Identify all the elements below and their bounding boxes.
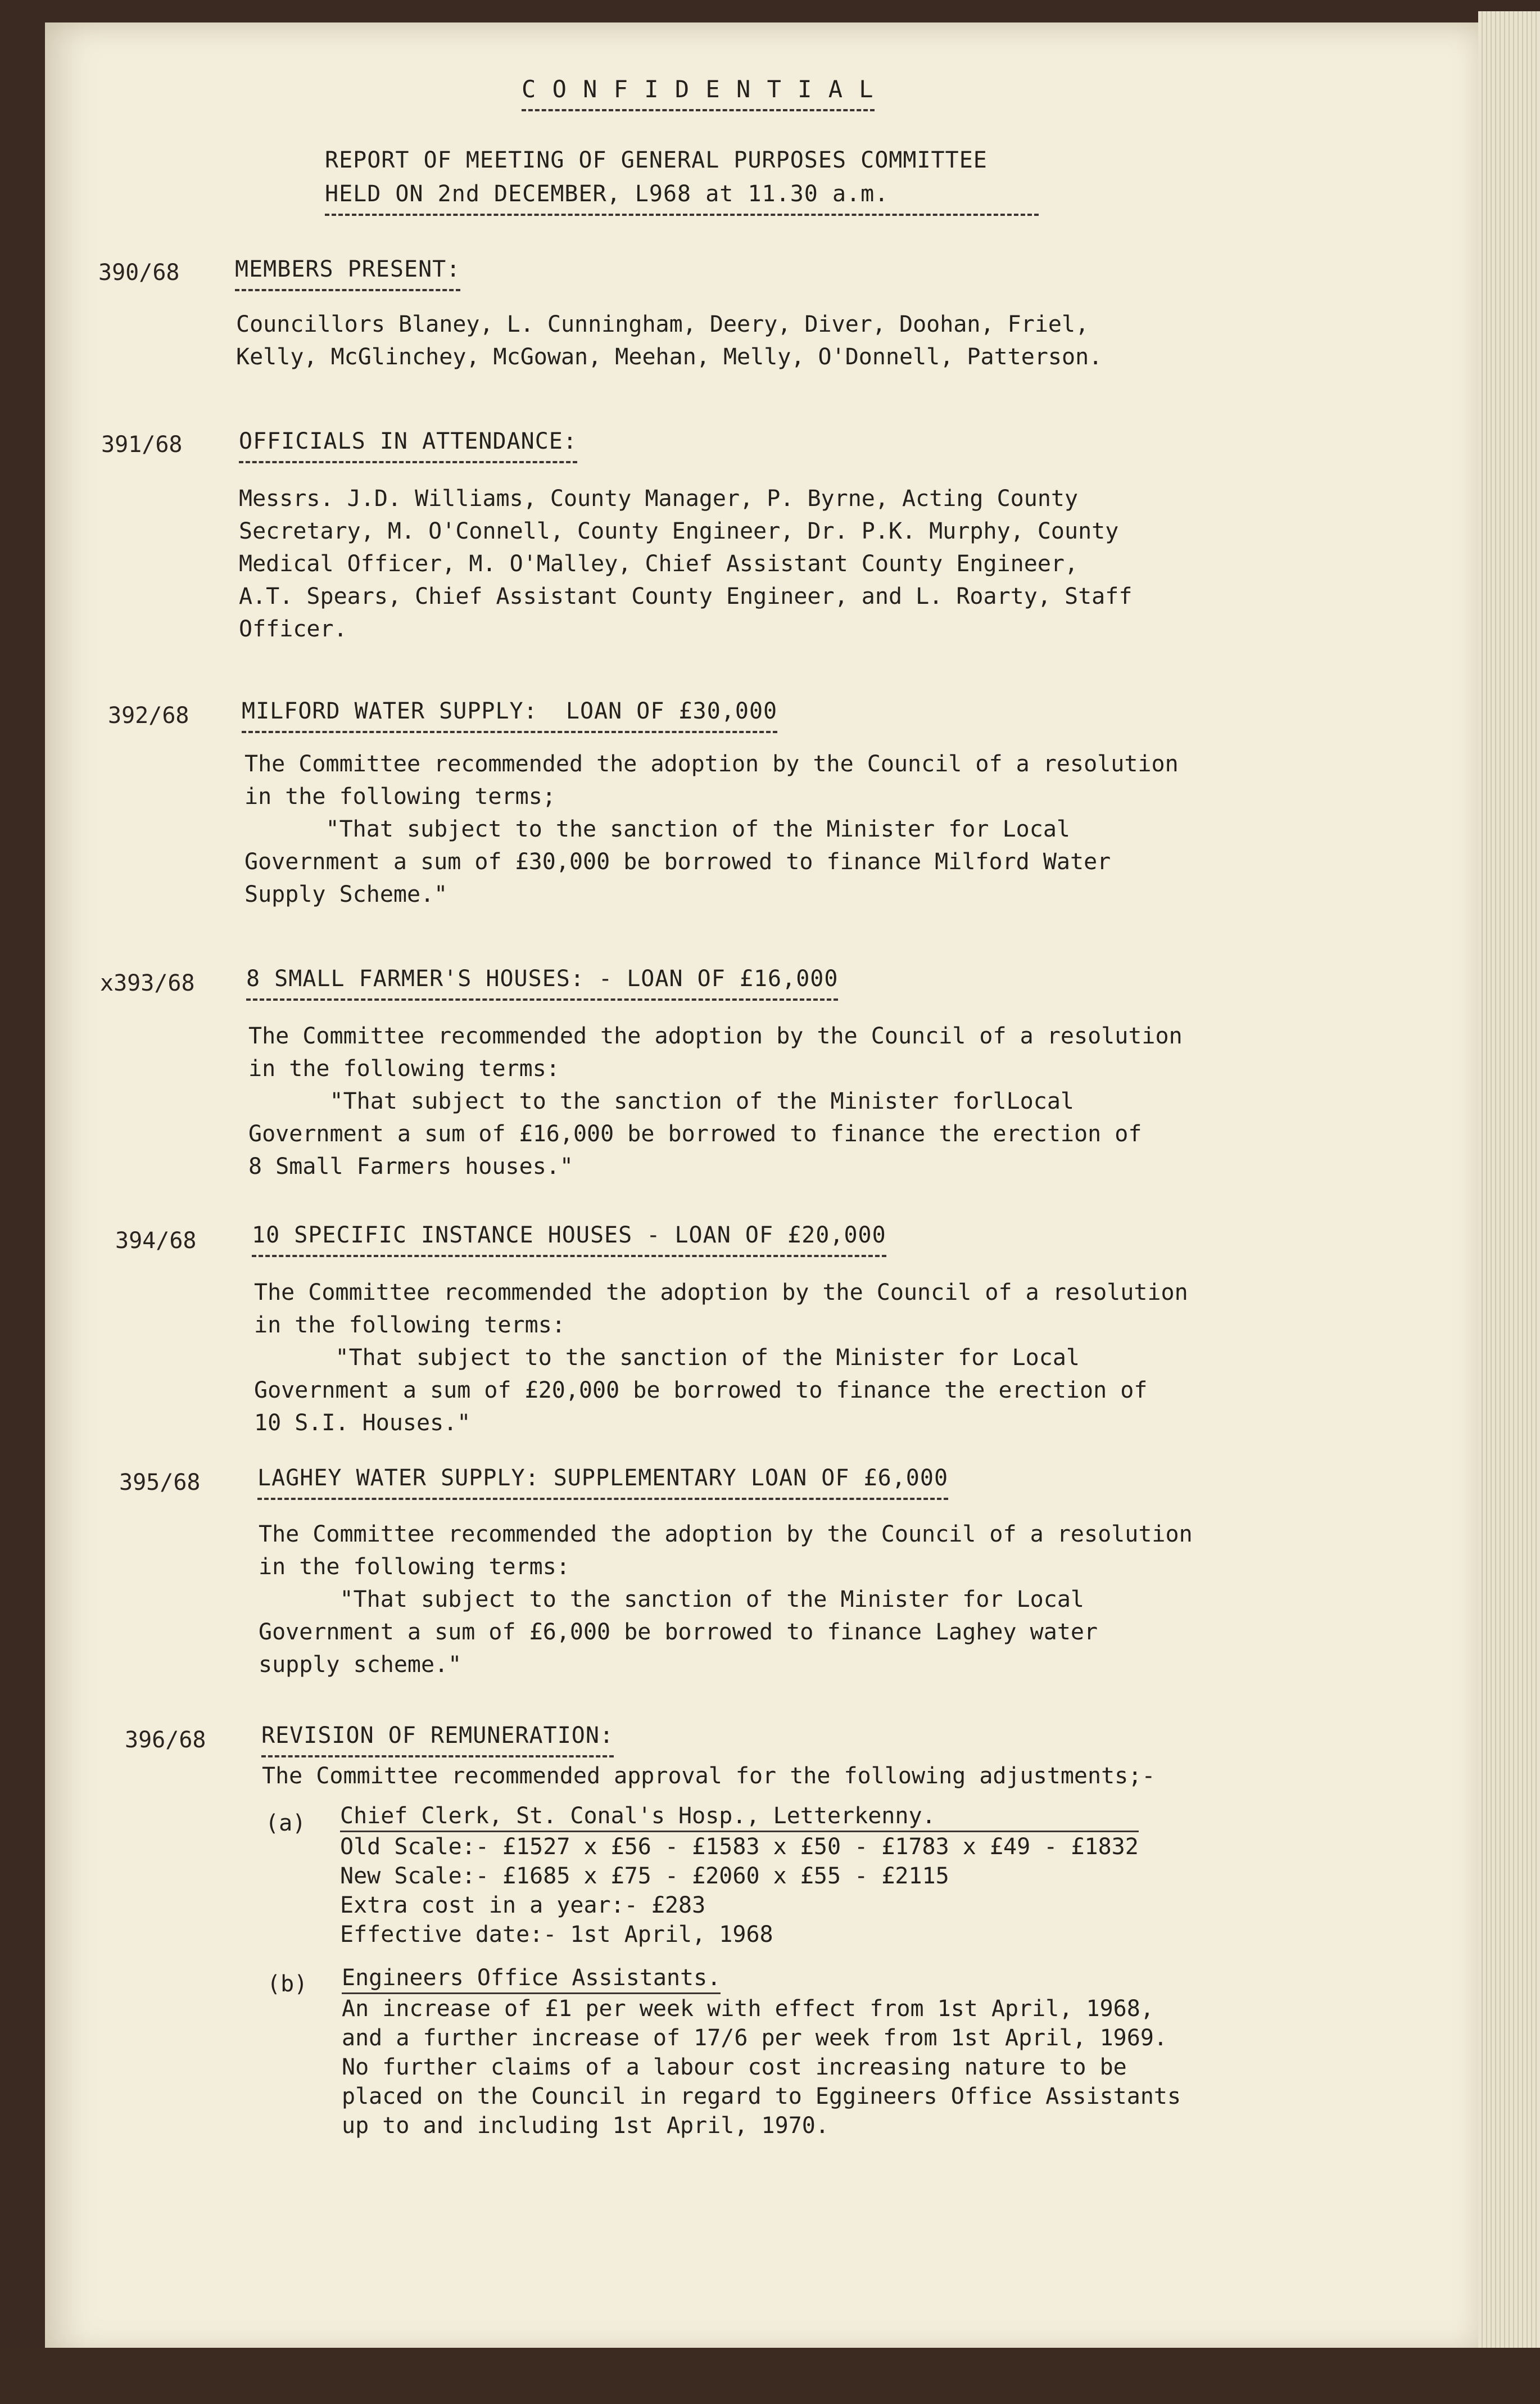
- minute-body: [239, 482, 1132, 645]
- body-line: 10 S.I. Houses.": [254, 1410, 471, 1436]
- minute-body: [254, 1276, 1188, 1439]
- body-line: placed on the Council in regard to Eggineers Office Assistants: [342, 2084, 1181, 2109]
- item-b-title: Engineers Office Assistants.: [342, 1963, 721, 1994]
- minute-body: [262, 1760, 1155, 1792]
- quote-line: "That subject to the sanction of the Minister forlLocal: [248, 1088, 1075, 1114]
- body-line: Government a sum of £30,000 be borrowed to finance Milford Water: [244, 849, 1111, 875]
- body-line: The Committee recommended the adoption by the Council of a resolution: [248, 1023, 1183, 1049]
- body-line: Government a sum of £6,000 be borrowed to finance Laghey water: [259, 1619, 1098, 1645]
- minute-heading: 10 SPECIFIC INSTANCE HOUSES - LOAN OF £20,000: [252, 1219, 886, 1257]
- old-scale: Old Scale:- £1527 x £56 - £1583 x £50 - £1783 x £49 - £1832: [340, 1834, 1139, 1860]
- body-line: Government a sum of £16,000 be borrowed to finance the erection of: [248, 1121, 1142, 1147]
- body-line: in the following terms:: [248, 1056, 560, 1082]
- body-line: Government a sum of £20,000 be borrowed to finance the erection of: [254, 1377, 1148, 1403]
- binding-shadow: [0, 2348, 1540, 2404]
- page-edges: [1478, 11, 1540, 2389]
- body-line: up to and including 1st April, 1970.: [342, 2113, 829, 2139]
- body-line: Councillors Blaney, L. Cunningham, Deery, Diver, Doohan, Friel,: [236, 311, 1089, 337]
- body-line: An increase of £1 per week with effect from 1st April, 1968,: [342, 1996, 1154, 2022]
- body-line: and a further increase of 17/6 per week from 1st April, 1969.: [342, 2025, 1168, 2051]
- body-line: supply scheme.": [259, 1652, 462, 1678]
- body-line: The Committee recommended the adoption by the Council of a resolution: [244, 751, 1179, 777]
- body-line: The Committee recommended the adoption by the Council of a resolution: [254, 1280, 1188, 1305]
- extra-cost: Extra cost in a year:- £283: [340, 1892, 706, 1918]
- minute-body: [236, 308, 1102, 373]
- minute-body: [244, 748, 1179, 911]
- minute-heading: OFFICIALS IN ATTENDANCE:: [239, 425, 577, 463]
- quote-line: "That subject to the sanction of the Minister for Local: [259, 1587, 1085, 1612]
- minute-number: x393/68: [100, 970, 195, 996]
- minute-number: 391/68: [101, 432, 183, 458]
- item-b-details: [342, 1963, 1181, 2140]
- minute-heading: LAGHEY WATER SUPPLY: SUPPLEMENTARY LOAN OF £6,000: [257, 1462, 948, 1500]
- confidential-stamp: C O N F I D E N T I A L: [522, 73, 875, 111]
- body-line: Messrs. J.D. Williams, County Manager, P. Byrne, Acting County: [239, 486, 1079, 512]
- body-line: The Committee recommended approval for the following adjustments;-: [262, 1763, 1156, 1789]
- body-line: in the following terms:: [259, 1554, 570, 1580]
- report-title: REPORT OF MEETING OF GENERAL PURPOSES COMMITTEE: [325, 147, 988, 173]
- body-line: Medical Officer, M. O'Malley, Chief Assistant County Engineer,: [239, 551, 1079, 577]
- body-line: The Committee recommended the adoption by the Council of a resolution: [259, 1521, 1193, 1547]
- minute-number: 396/68: [125, 1727, 206, 1753]
- minute-heading: MILFORD WATER SUPPLY: LOAN OF £30,000: [242, 695, 777, 733]
- quote-line: "That subject to the sanction of the Minister for Local: [244, 816, 1071, 842]
- minute-number: 392/68: [108, 703, 189, 729]
- body-line: Secretary, M. O'Connell, County Engineer, Dr. P.K. Murphy, County: [239, 518, 1119, 544]
- minute-heading: 8 SMALL FARMER'S HOUSES: - LOAN OF £16,000: [246, 962, 838, 1001]
- effective-date: Effective date:- 1st April, 1968: [340, 1922, 773, 1947]
- item-b-label: (b): [267, 1971, 308, 1997]
- item-a-label: (a): [265, 1810, 306, 1836]
- minute-heading: REVISION OF REMUNERATION:: [261, 1719, 614, 1757]
- minute-number: 395/68: [119, 1470, 201, 1495]
- new-scale: New Scale:- £1685 x £75 - £2060 x £55 - £2115: [340, 1863, 949, 1889]
- body-line: 8 Small Farmers houses.": [248, 1154, 573, 1180]
- item-a-title: Chief Clerk, St. Conal's Hosp., Letterkenny.: [340, 1801, 1139, 1832]
- report-date: HELD ON 2nd DECEMBER, L968 at 11.30 a.m.: [325, 178, 1039, 216]
- body-line: in the following terms:: [254, 1312, 565, 1338]
- body-line: Officer.: [239, 616, 347, 642]
- body-line: No further claims of a labour cost increasing nature to be: [342, 2054, 1127, 2080]
- minute-number: 390/68: [98, 260, 180, 286]
- quote-line: "That subject to the sanction of the Minister for Local: [254, 1345, 1080, 1371]
- body-line: Kelly, McGlinchey, McGowan, Meehan, Melly, O'Donnell, Patterson.: [236, 344, 1103, 370]
- minute-body: [259, 1518, 1193, 1681]
- body-line: A.T. Spears, Chief Assistant County Engineer, and L. Roarty, Staff: [239, 584, 1133, 609]
- body-line: in the following terms;: [244, 784, 556, 810]
- item-a-details: [340, 1801, 1139, 1949]
- body-line: Supply Scheme.": [244, 882, 448, 907]
- minute-number: 394/68: [115, 1228, 197, 1254]
- minute-heading: MEMBERS PRESENT:: [235, 253, 460, 291]
- minute-body: [248, 1020, 1183, 1183]
